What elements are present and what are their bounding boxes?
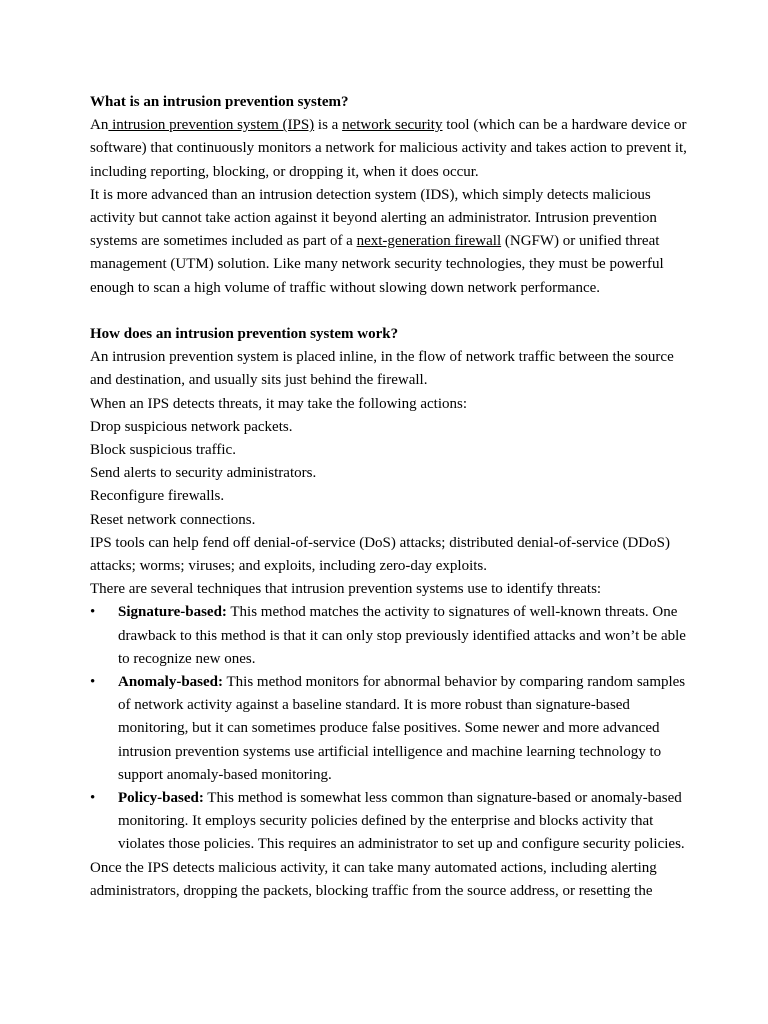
section-heading-how-ips-works: How does an intrusion prevention system work?	[90, 326, 399, 343]
bullet-icon: •	[90, 604, 96, 621]
action-line: Reset network connections.	[90, 511, 256, 528]
action-line: Send alerts to security administrators.	[90, 465, 317, 482]
action-line: Block suspicious traffic.	[90, 442, 236, 459]
paragraph-ips-placement: An intrusion prevention system is placed inline, in the flow of network traffic between the source and destination, and usually sits just behind the firewall.	[90, 349, 674, 389]
text-run: An	[90, 117, 109, 134]
list-item-signature-based	[90, 601, 690, 671]
action-line: Drop suspicious network packets.	[90, 418, 293, 435]
section-heading-what-is-ips: What is an intrusion prevention system?	[90, 94, 349, 110]
technique-description: This method matches the activity to signatures of well-known threats. One drawback to this method is that it can only stop previously identified attacks and won’t be able to recognize new ones.	[118, 604, 686, 667]
list-item-policy-based	[90, 787, 690, 857]
list-item-anomaly-based	[90, 671, 690, 787]
technique-description: This method monitors for abnormal behavior by comparing random samples of network activity against a baseline standard. It is more robust than signature-based monitoring, but it can sometimes produce false positives. Some newer and more advanced intrusion prevention systems use artificial intelligence and machine learning technology to support anomaly-based monitoring.	[118, 674, 686, 783]
link-intrusion-prevention-system[interactable]: intrusion prevention system (IPS)	[108, 117, 315, 134]
text-run: (NGFW) or unified threat management (UTM) solution. Like many network security technologies, they must be powerful enough to scan a high volume of traffic without slowing down network performance.	[90, 233, 664, 296]
paragraph-ips-automated-actions: Once the IPS detects malicious activity, it can take many automated actions, including alerting administrators, dropping the packets, blocking traffic from the source address, or resetting the	[90, 859, 657, 899]
link-network-security[interactable]: network security	[342, 117, 443, 134]
document-page	[90, 91, 690, 903]
text-run: It is more advanced than an intrusion detection system (IDS), which simply detects malicious activity but cannot take action against it beyond alerting an administrator. Intrusion prevention systems are sometimes included as part of a	[90, 186, 657, 250]
technique-term: Policy-based:	[118, 790, 204, 807]
link-next-generation-firewall[interactable]: next-generation firewall	[356, 233, 502, 250]
technique-term: Signature-based:	[118, 604, 227, 621]
paragraph-spacer	[90, 300, 690, 323]
bullet-icon: •	[90, 790, 96, 807]
techniques-list	[90, 601, 690, 856]
technique-description: This method is somewhat less common than signature-based or anomaly-based monitoring. It employs security policies defined by the enterprise and blocks activity that violates those policies. This requires an administrator to set up and configure security policies.	[118, 790, 685, 853]
paragraph-ips-vs-ids	[90, 184, 690, 300]
paragraph-ips-definition	[90, 114, 690, 184]
bullet-icon: •	[90, 674, 96, 691]
technique-term: Anomaly-based:	[118, 674, 224, 691]
paragraph-ips-threats: IPS tools can help fend off denial-of-service (DoS) attacks; distributed denial-of-service (DDoS) attacks; worms; viruses; and exploits, including zero-day exploits.	[90, 534, 670, 575]
paragraph-techniques-intro: There are several techniques that intrusion prevention systems use to identify threats:	[90, 581, 602, 598]
action-line: Reconfigure firewalls.	[90, 488, 225, 505]
paragraph-ips-actions-intro: When an IPS detects threats, it may take the following actions:	[90, 395, 467, 412]
text-run: tool (which can be a hardware device or software) that continuously monitors a network for malicious activity and takes action to prevent it, including reporting, blocking, or dropping it, when it does occur.	[90, 117, 687, 180]
text-run: is a	[314, 117, 343, 134]
